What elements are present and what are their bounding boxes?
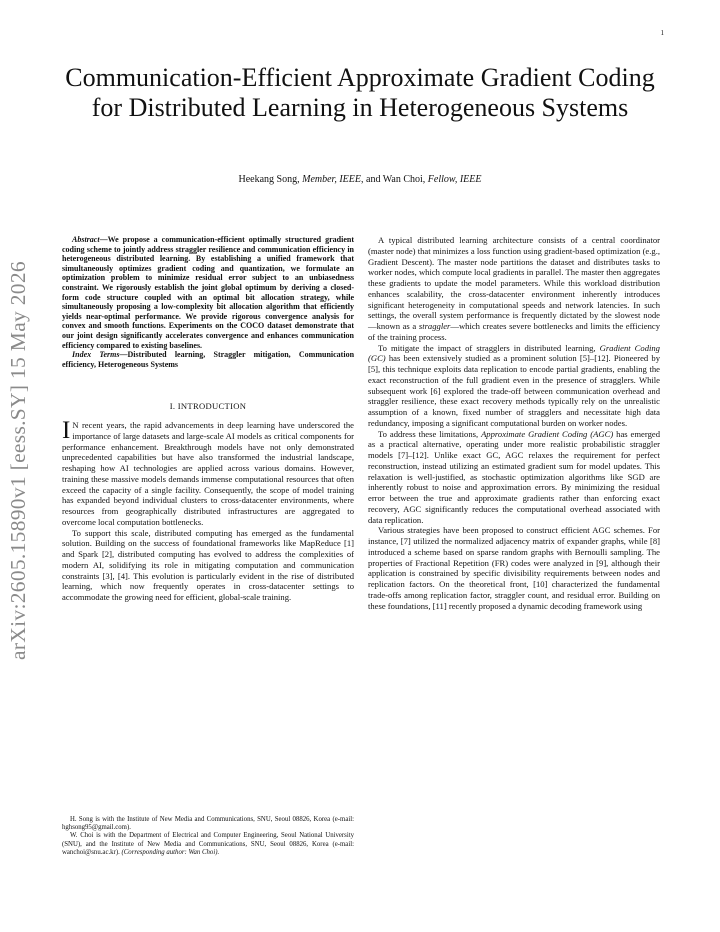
- author-2-role: Fellow, IEEE: [427, 174, 482, 185]
- abstract-text: —We propose a communication-efficient optimally structured gradient coding scheme to jointly address straggler resilience and communication efficiency in heterogeneous distributed learning. By establishing a unified framework that simultaneously optimizes gradient coding and quantization, we formulate an optimization problem to minimize residual error subject to an unbiasedness constraint. We rigorously establish the joint global optimum by deriving a closed-form code structure coupled with an optimal bit allocation strategy, while simultaneously proposing a low-complexity bit allocation algorithm that efficiently yields near-optimal performance. We provide rigorous convergence analysis for convex and smooth functions. Experiments on the COCO dataset demonstrate that our joint design significantly accelerates convergence and enhances communication efficiency compared to existing baselines.: [62, 235, 354, 350]
- abstract: [62, 235, 354, 350]
- index-terms: [62, 350, 354, 369]
- intro-paragraph-3: [368, 235, 660, 343]
- drop-cap: I: [62, 417, 71, 445]
- paragraph-text: —which creates severe bottlenecks and limits the efficiency of the training process.: [368, 321, 661, 342]
- intro-paragraph-2: To support this scale, distributed computing has emerged as the fundamental solution. Building on the success of foundational frameworks like MapReduce [1] and Spark [2], distributed computing has evolved to address the complexities of modern AI, solidifying its role in mitigating computation and communication constraints [3], [4]. This evolution is particularly evident in the rise of distributed learning, which now frequently operates in cross-datacenter settings to accommodate the growing need for efficient, global-scale training.: [62, 527, 354, 603]
- paragraph-text: has emerged as a practical alternative, operating under more realistic probabilistic straggler models [7]–[12]. Unlike exact GC, AGC relaxes the requirement for perfect reconstruction, instead utilizing an estimated gradient sum for model updates. This relaxation is well-justified, as stochastic optimization algorithms like SGD are inherently robust to noise and approximation errors. By minimizing the residual error between the true and approximate gradients rather than enforcing exact recovery, AGC significantly reduces the computational overhead associated with data replication.: [368, 428, 660, 525]
- footnotes: [62, 816, 354, 857]
- paragraph-text: A typical distributed learning architecture consists of a central coordinator (master node) that minimizes a loss function using gradient-based optimization (e.g., Gradient Descent). The master node partitions the dataset and distributes tasks to worker nodes, which compute local gradients in parallel. The master then aggregates these gradients to update the model parameters. While this workload distribution enhances scalability, the cross-datacenter environment inherently introduces significant heterogeneity in computational speeds and network latencies. In such settings, the overall system performance is frequently dictated by the slowest node—known as a: [368, 235, 660, 331]
- intro-paragraph-4: [368, 343, 660, 429]
- intro-paragraph-1-text: N recent years, the rapid advancements in deep learning have underscored the importance of large datasets and large-scale AI models as critical components for performance enhancement. Breakthrough models have not only demonstrated unprecedented capabilities but have also transformed the industrial landscape, reshaping how AI technologies are applied across various domains. However, training these massive models demands immense computational resources that often exceed the capacity of a single facility. Consequently, the scope of model training has expanded beyond individual clusters to cross-datacenter environments, where resources from geographically distributed infrastructures are aggregated to overcome local computation bottlenecks.: [62, 420, 354, 527]
- corresponding-author-note: (Corresponding author: Wan Choi).: [121, 848, 220, 856]
- footnote-author-1: H. Song is with the Institute of New Media and Communications, SNU, Seoul 08826, Korea (e-mail: hghsong95@gmail.com).: [62, 816, 354, 832]
- author-2-name: , and Wan Choi,: [361, 174, 428, 185]
- paper-title: Communication-Efficient Approximate Gradient Coding for Distributed Learning in Heterogeneous Systems: [65, 63, 655, 122]
- emphasis-term: Gradient Coding (GC): [368, 342, 660, 364]
- section-heading-introduction: I. INTRODUCTION: [169, 401, 247, 412]
- paragraph-text: has been extensively studied as a prominent solution [5]–[12]. Pioneered by [5], this technique exploits data replication to encode partial gradients, enabling the exact reconstruction of the full gradient even in the presence of stragglers. While subsequent work [6] explored the trade-off between communication overhead and straggler resilience, these exact recovery methods typically rely on the unrealistic assumption of a known, fixed number of stragglers and necessitate high data redundancy, imposing a significant computational burden on worker nodes.: [368, 353, 660, 428]
- emphasis-term: straggler: [418, 321, 451, 331]
- footnote-author-2-text: W. Choi is with the Department of Electrical and Computer Engineering, Seoul National University (SNU), and the Institute of New Media and Communications, SNU, Seoul 08826, Korea (e-mail: wanchoi@snu.ac.kr).: [62, 832, 354, 856]
- emphasis-term: Approximate Gradient Coding (AGC): [481, 428, 614, 439]
- author-line: [55, 174, 665, 185]
- paragraph-text: To mitigate the impact of stragglers in distributed learning,: [378, 342, 600, 353]
- page-number: 1: [660, 29, 664, 37]
- paragraph-text: To address these limitations,: [378, 428, 482, 439]
- index-terms-text: —Distributed learning, Straggler mitigation, Communication efficiency, Heterogeneous Systems: [62, 350, 355, 369]
- index-terms-label: Index Terms: [72, 350, 120, 360]
- author-1-name: Heekang Song,: [238, 174, 303, 185]
- intro-paragraph-1: [62, 417, 354, 528]
- right-column: [368, 235, 660, 611]
- intro-paragraph-5: [368, 429, 660, 526]
- left-column: [62, 235, 354, 603]
- abstract-label: Abstract: [72, 235, 100, 244]
- intro-paragraph-6: Various strategies have been proposed to construct efficient AGC schemes. For instance, [7] utilized the normalized adjacency matrix of expander graphs, while [8] introduced a scheme based on sparse random graphs with Bernoulli sampling. The properties of Fractional Repetition (FR) codes were analyzed in [9], although their application is constrained by specific divisibility requirements between nodes and replication factors. On the theoretical front, [10] characterized the fundamental trade-offs among replication factor, straggler count, and residual error. Building on these foundations, [11] recently proposed a dynamic decoding framework using: [368, 525, 660, 611]
- author-1-role: Member, IEEE: [302, 174, 361, 185]
- footnote-author-2: [62, 832, 354, 857]
- arxiv-identifier: arXiv:2605.15890v1 [eess.SY] 15 May 2026: [6, 261, 30, 660]
